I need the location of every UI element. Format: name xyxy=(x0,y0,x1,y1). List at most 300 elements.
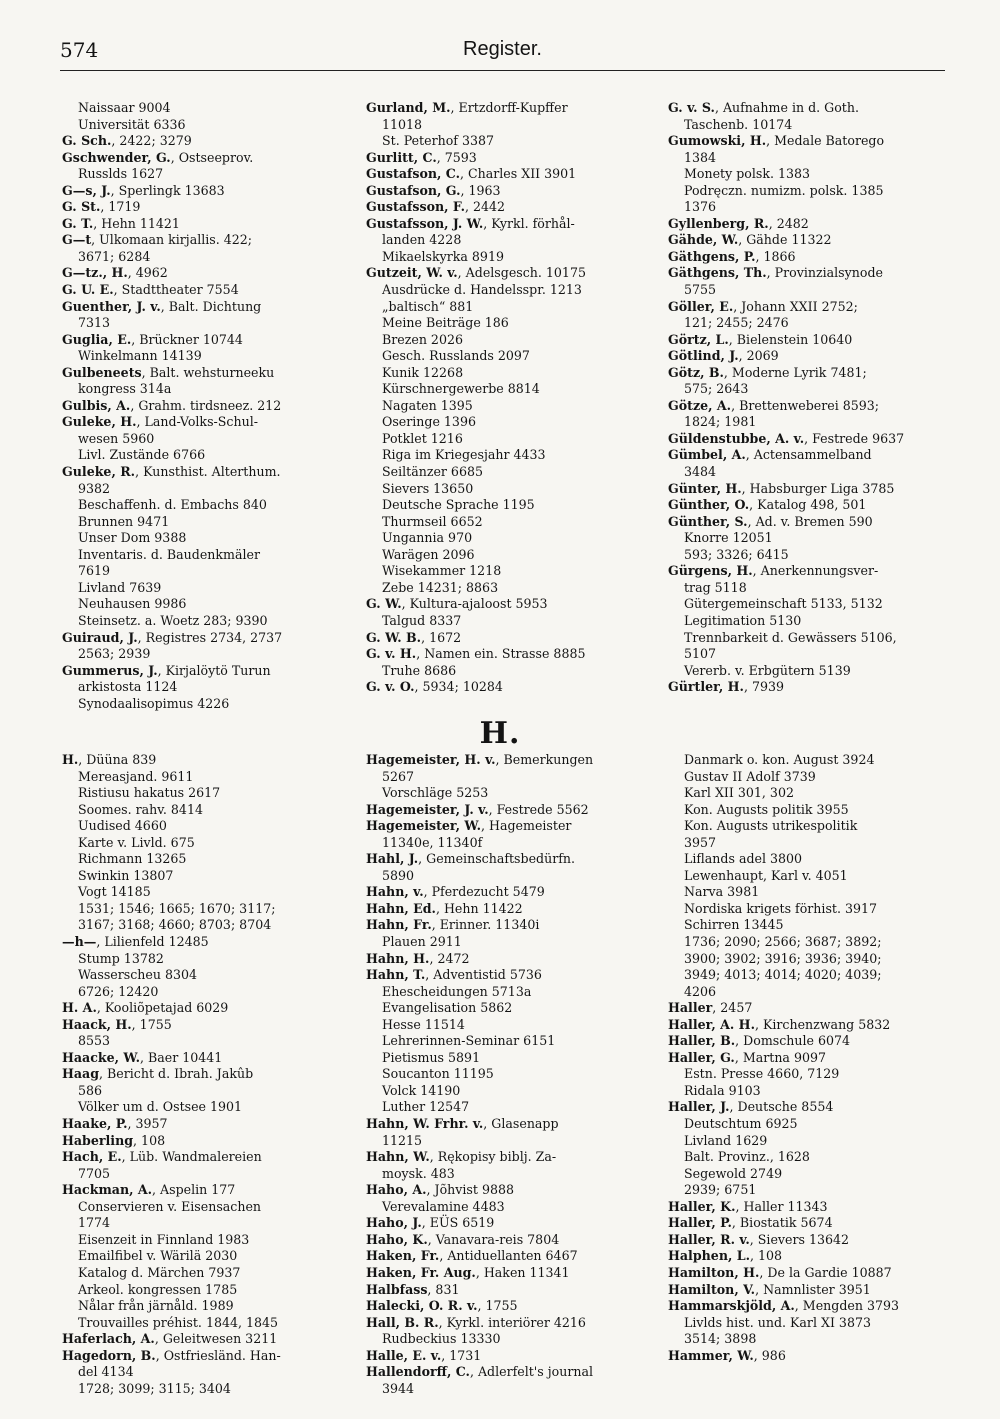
entry-text: 3167; 3168; 4660; 8703; 8704 xyxy=(78,917,272,933)
entry-text: Vogt 14185 xyxy=(78,884,151,900)
entry-text: Zebe 14231; 8863 xyxy=(382,579,499,595)
entry-text: Conservieren v. Eisensachen xyxy=(78,1198,262,1214)
index-entry xyxy=(366,1199,641,1216)
entry-heading: Hamilton, H. xyxy=(668,1264,760,1280)
entry-text: Universität 6336 xyxy=(78,116,186,132)
entry-text: , Deutsche 8554 xyxy=(729,1099,834,1115)
entry-heading: Hahn, Ed. xyxy=(366,900,436,916)
index-entry xyxy=(366,332,641,349)
entry-text: Gustav II Adolf 3739 xyxy=(684,768,816,784)
index-entry xyxy=(366,663,641,680)
index-entry xyxy=(62,580,337,597)
entry-text: Liflands adel 3800 xyxy=(684,851,803,867)
index-entry xyxy=(366,679,641,696)
entry-heading: Haller, K. xyxy=(668,1198,736,1214)
entry-heading: Hagemeister, H. v. xyxy=(366,752,496,767)
entry-text: , Kirchenzwang 5832 xyxy=(754,1016,891,1032)
entry-text: 11215 xyxy=(382,1132,423,1148)
index-entry xyxy=(62,851,337,868)
entry-text: , 2472 xyxy=(429,950,470,966)
index-entry xyxy=(62,596,337,613)
index-entry xyxy=(366,630,641,647)
entry-text: 121; 2455; 2476 xyxy=(684,315,789,331)
entry-heading: Haake, P. xyxy=(62,1116,128,1132)
entry-text: Karte v. Livld. 675 xyxy=(78,834,195,850)
index-entry xyxy=(668,1017,943,1034)
index-entry xyxy=(366,1050,641,1067)
entry-text: Narva 3981 xyxy=(684,884,760,900)
index-entry xyxy=(668,381,943,398)
index-entry xyxy=(366,563,641,580)
index-entry xyxy=(62,1199,337,1216)
entry-text: , Baer 10441 xyxy=(139,1049,223,1065)
entry-text: Wasserscheu 8304 xyxy=(78,967,198,983)
entry-text: Oseringe 1396 xyxy=(382,414,476,430)
index-entry xyxy=(668,1099,943,1116)
section-letter-heading: H. xyxy=(479,716,521,751)
index-entry xyxy=(62,183,337,200)
entry-heading: G. v. O. xyxy=(366,679,415,695)
entry-text: Riga im Kriegesjahr 4433 xyxy=(382,447,546,463)
index-entry xyxy=(62,282,337,299)
index-entry xyxy=(366,1331,641,1348)
entry-text: 5890 xyxy=(382,867,415,883)
entry-text: 2563; 2939 xyxy=(78,646,151,662)
entry-text: Thurmseil 6652 xyxy=(382,513,483,529)
entry-text: Nordiska krigets förhist. 3917 xyxy=(684,900,878,916)
index-entry xyxy=(668,884,943,901)
entry-heading: Gurlitt, C. xyxy=(366,149,437,165)
entry-text: 586 xyxy=(78,1082,103,1098)
index-entry xyxy=(62,1033,337,1050)
index-entry xyxy=(366,381,641,398)
entry-heading: Haller, A. H. xyxy=(668,1016,755,1032)
entry-text: Mikaelskyrka 8919 xyxy=(382,248,504,264)
index-entry xyxy=(366,967,641,984)
entry-text: , Haller 11343 xyxy=(735,1198,828,1214)
entry-text: Legitimation 5130 xyxy=(684,612,802,628)
index-entry xyxy=(366,785,641,802)
entry-text: , Sperlingk 13683 xyxy=(110,182,225,198)
index-entry xyxy=(366,150,641,167)
entry-heading: G. Sch. xyxy=(62,133,112,149)
index-entry xyxy=(366,613,641,630)
index-entry xyxy=(62,1265,337,1282)
entry-heading: Guiraud, J. xyxy=(62,629,138,645)
index-entry xyxy=(62,613,337,630)
entry-heading: G. W. B. xyxy=(366,629,422,645)
entry-text: , Registres 2734, 2737 xyxy=(137,629,283,645)
entry-text: Richmann 13265 xyxy=(78,851,187,867)
entry-heading: Gümbel, A. xyxy=(668,447,746,463)
entry-text: , Gähde 11322 xyxy=(738,232,832,248)
top-column-1 xyxy=(62,100,337,712)
entry-heading: Gürtler, H. xyxy=(668,679,744,695)
index-entry xyxy=(62,199,337,216)
entry-text: , Glasenapp xyxy=(483,1116,559,1132)
index-entry xyxy=(668,1331,943,1348)
index-entry xyxy=(62,868,337,885)
index-entry xyxy=(366,580,641,597)
entry-text: , Hehn 11421 xyxy=(93,215,180,231)
entry-heading: G—s, J. xyxy=(62,182,111,198)
index-entry xyxy=(668,785,943,802)
index-entry xyxy=(668,1116,943,1133)
entry-heading: Hagemeister, J. v. xyxy=(366,801,489,817)
index-entry xyxy=(366,166,641,183)
entry-text: Winkelmann 14139 xyxy=(78,348,202,364)
entry-text: Neuhausen 9986 xyxy=(78,596,187,612)
index-entry xyxy=(62,752,337,769)
entry-text: Livlds hist. und. Karl XI 3873 xyxy=(684,1314,871,1330)
entry-heading: Gäthgens, P. xyxy=(668,248,756,264)
index-entry xyxy=(62,1331,337,1348)
entry-text: , Brettenweberei 8593; xyxy=(731,397,880,413)
index-entry xyxy=(366,315,641,332)
index-entry xyxy=(62,265,337,282)
index-entry xyxy=(668,646,943,663)
entry-text: 4206 xyxy=(684,983,717,999)
entry-text: , Domschule 6074 xyxy=(735,1033,851,1049)
index-entry xyxy=(366,835,641,852)
index-entry xyxy=(62,1215,337,1232)
index-entry xyxy=(668,818,943,835)
entry-text: 593; 3326; 6415 xyxy=(684,546,789,562)
index-entry xyxy=(366,232,641,249)
index-entry xyxy=(366,100,641,117)
entry-text: Truhe 8686 xyxy=(382,662,457,678)
entry-heading: Gäthgens, Th. xyxy=(668,265,767,281)
index-entry xyxy=(668,299,943,316)
entry-text: 5267 xyxy=(382,768,415,784)
entry-text: , Festrede 5562 xyxy=(488,801,589,817)
entry-text: 1531; 1546; 1665; 1670; 3117; xyxy=(78,900,276,916)
entry-heading: Haken, Fr. Aug. xyxy=(366,1264,476,1280)
entry-heading: Halbfass xyxy=(366,1281,428,1297)
entry-text: , Pferdezucht 5479 xyxy=(423,884,545,900)
entry-heading: Haller, G. xyxy=(668,1049,735,1065)
index-entry xyxy=(62,464,337,481)
index-entry xyxy=(668,613,943,630)
index-entry xyxy=(366,530,641,547)
index-entry xyxy=(62,696,337,713)
entry-text: 3949; 4013; 4014; 4020; 4039; xyxy=(684,967,882,983)
index-entry xyxy=(668,150,943,167)
entry-heading: Hahn, W. Frhr. v. xyxy=(366,1116,484,1132)
entry-text: , 1719 xyxy=(100,199,141,215)
index-entry xyxy=(62,934,337,951)
index-entry xyxy=(668,1232,943,1249)
index-entry xyxy=(62,232,337,249)
entry-heading: Halphen, L. xyxy=(668,1248,750,1264)
index-entry xyxy=(366,365,641,382)
index-entry xyxy=(62,514,337,531)
index-entry xyxy=(366,249,641,266)
entry-text: 1384 xyxy=(684,149,717,165)
index-entry xyxy=(62,1166,337,1183)
index-entry xyxy=(366,868,641,885)
bottom-column-1 xyxy=(62,752,337,1397)
index-entry xyxy=(668,1199,943,1216)
index-entry xyxy=(668,414,943,431)
entry-heading: Hagemeister, W. xyxy=(366,818,481,834)
entry-text: Brezen 2026 xyxy=(382,331,463,347)
entry-text: , 1866 xyxy=(755,248,796,264)
index-entry xyxy=(366,481,641,498)
index-entry xyxy=(668,481,943,498)
entry-text: Seiltänzer 6685 xyxy=(382,464,483,480)
entry-text: , Actensammelband xyxy=(745,447,872,463)
index-entry xyxy=(668,249,943,266)
index-entry xyxy=(366,514,641,531)
entry-text: , 2482 xyxy=(768,215,809,231)
entry-text: , Sievers 13642 xyxy=(749,1231,850,1247)
index-entry xyxy=(62,216,337,233)
index-entry xyxy=(62,1364,337,1381)
index-entry xyxy=(668,1000,943,1017)
entry-text: , Provinzialsynode xyxy=(766,265,883,281)
entry-text: , Kunsthist. Alterthum. xyxy=(135,464,281,480)
entry-text: 9382 xyxy=(78,480,111,496)
index-entry xyxy=(668,497,943,514)
index-entry xyxy=(62,1133,337,1150)
entry-heading: Gustafsson, F. xyxy=(366,199,465,215)
entry-text: Rudbeckius 13330 xyxy=(382,1331,501,1347)
entry-text: , Kirjalöytö Turun xyxy=(157,662,271,678)
index-entry xyxy=(62,547,337,564)
entry-text: 5107 xyxy=(684,646,717,662)
index-entry xyxy=(62,1116,337,1133)
page-title: Register. xyxy=(463,38,542,60)
entry-text: Ungannia 970 xyxy=(382,530,473,546)
entry-text: , Ulkomaan kirjallis. 422; xyxy=(91,232,253,248)
entry-text: , Rękopisy biblj. Za- xyxy=(429,1149,557,1165)
index-entry xyxy=(366,951,641,968)
index-entry xyxy=(366,769,641,786)
entry-text: , Aufnahme in d. Goth. xyxy=(714,100,859,115)
entry-text: 8553 xyxy=(78,1033,111,1049)
entry-text: Synodaalisopimus 4226 xyxy=(78,695,230,711)
entry-text: Schirren 13445 xyxy=(684,917,784,933)
index-entry xyxy=(62,663,337,680)
index-entry xyxy=(366,199,641,216)
index-entry xyxy=(366,1348,641,1365)
entry-text: , Kooliõpetajad 6029 xyxy=(96,1000,229,1016)
entry-text: 3484 xyxy=(684,464,717,480)
entry-text: Livl. Zustände 6766 xyxy=(78,447,206,463)
entry-text: , Jõhvist 9888 xyxy=(426,1182,515,1198)
entry-text: Nålar från järnåld. 1989 xyxy=(78,1298,234,1314)
index-entry xyxy=(366,984,641,1001)
index-entry xyxy=(668,835,943,852)
index-entry xyxy=(668,851,943,868)
entry-text: , Kultura-ajaloost 5953 xyxy=(401,596,548,612)
index-entry xyxy=(366,596,641,613)
entry-heading: Hahn, H. xyxy=(366,950,430,966)
entry-text: landen 4228 xyxy=(382,232,462,248)
entry-text: kongress 314a xyxy=(78,381,172,397)
entry-heading: Guglia, E. xyxy=(62,331,132,347)
entry-text: Talgud 8337 xyxy=(382,612,462,628)
entry-text: Trennbarkeit d. Gewässers 5106, xyxy=(684,629,897,645)
entry-heading: Haho, K. xyxy=(366,1231,428,1247)
index-entry xyxy=(366,299,641,316)
entry-heading: G. T. xyxy=(62,215,94,231)
entry-text: Ridala 9103 xyxy=(684,1082,761,1098)
index-entry xyxy=(668,265,943,282)
entry-heading: Güldenstubbe, A. v. xyxy=(668,430,805,446)
top-column-3 xyxy=(668,100,943,696)
entry-text: St. Peterhof 3387 xyxy=(382,133,494,149)
entry-text: Lewenhaupt, Karl v. 4051 xyxy=(684,867,848,883)
entry-text: Kunik 12268 xyxy=(382,364,464,380)
entry-text: , 5934; 10284 xyxy=(414,679,503,695)
index-entry xyxy=(62,1099,337,1116)
index-entry xyxy=(366,1066,641,1083)
entry-text: , Charles XII 3901 xyxy=(460,166,577,182)
index-entry xyxy=(668,530,943,547)
index-entry xyxy=(668,769,943,786)
index-entry xyxy=(62,299,337,316)
index-entry xyxy=(62,117,337,134)
entry-text: 3900; 3902; 3916; 3936; 3940; xyxy=(684,950,882,966)
index-entry xyxy=(668,1298,943,1315)
entry-text: Gesch. Russlands 2097 xyxy=(382,348,530,364)
index-entry xyxy=(668,1083,943,1100)
entry-text: Warägen 2096 xyxy=(382,546,475,562)
index-entry xyxy=(366,282,641,299)
index-entry xyxy=(668,332,943,349)
entry-heading: Gummerus, J. xyxy=(62,662,158,678)
entry-heading: Günther, S. xyxy=(668,513,748,529)
entry-text: , Ad. v. Bremen 590 xyxy=(747,513,873,529)
entry-text: , EÜS 6519 xyxy=(421,1215,495,1231)
entry-text: 2939; 6751 xyxy=(684,1182,757,1198)
entry-text: 7705 xyxy=(78,1165,111,1181)
index-entry xyxy=(366,646,641,663)
entry-heading: G—t xyxy=(62,232,92,248)
index-entry xyxy=(668,868,943,885)
index-entry xyxy=(366,1265,641,1282)
entry-text: , Festrede 9637 xyxy=(804,430,905,446)
index-entry xyxy=(668,951,943,968)
entry-text: Livland 1629 xyxy=(684,1132,768,1148)
bottom-column-3 xyxy=(668,752,943,1364)
entry-text: , 1731 xyxy=(441,1347,482,1363)
index-entry xyxy=(62,1182,337,1199)
entry-text: , Biostatik 5674 xyxy=(731,1215,833,1231)
entry-text: 11018 xyxy=(382,116,423,132)
index-entry xyxy=(366,1099,641,1116)
entry-text: wesen 5960 xyxy=(78,430,155,446)
index-entry xyxy=(668,133,943,150)
index-entry xyxy=(366,818,641,835)
entry-text: 3671; 6284 xyxy=(78,248,151,264)
entry-text: Naissaar 9004 xyxy=(78,100,171,115)
entry-text: , Johann XXII 2752; xyxy=(733,298,858,314)
entry-text: , Balt. Dichtung xyxy=(160,298,262,314)
entry-heading: G. v. H. xyxy=(366,646,417,662)
entry-text: Kon. Augusts utrikespolitik xyxy=(684,818,858,834)
entry-text: Danmark o. kon. August 3924 xyxy=(684,752,875,767)
entry-text: , Bemerkungen xyxy=(495,752,594,767)
entry-heading: Götze, A. xyxy=(668,397,732,413)
index-entry xyxy=(366,431,641,448)
entry-text: , Hehn 11422 xyxy=(435,900,523,916)
entry-heading: Guleke, H. xyxy=(62,414,137,430)
entry-heading: Haag xyxy=(62,1066,100,1082)
entry-heading: Halle, E. v. xyxy=(366,1347,442,1363)
entry-heading: Hahn, Fr. xyxy=(366,917,432,933)
entry-text: , Namnlister 3951 xyxy=(755,1281,871,1297)
entry-text: 575; 2643 xyxy=(684,381,749,397)
index-entry xyxy=(366,1381,641,1398)
entry-heading: Haho, J. xyxy=(366,1215,422,1231)
entry-text: Estn. Presse 4660, 7129 xyxy=(684,1066,840,1082)
index-entry xyxy=(62,1050,337,1067)
index-entry xyxy=(366,934,641,951)
index-entry xyxy=(668,100,943,117)
entry-text: Eisenzeit in Finnland 1983 xyxy=(78,1231,250,1247)
entry-heading: Haller, J. xyxy=(668,1099,730,1115)
index-entry xyxy=(668,679,943,696)
entry-text: , Ertzdorff-Kupffer xyxy=(450,100,568,115)
entry-heading: Halecki, O. R. v. xyxy=(366,1298,478,1314)
index-entry xyxy=(366,348,641,365)
entry-text: „baltisch“ 881 xyxy=(382,298,474,314)
entry-text: , Stadttheater 7554 xyxy=(113,282,239,298)
entry-text: 1736; 2090; 2566; 3687; 3892; xyxy=(684,934,882,950)
entry-heading: G. St. xyxy=(62,199,101,215)
index-entry xyxy=(366,117,641,134)
entry-text: , Gemeinschaftsbedürfn. xyxy=(418,851,575,867)
entry-text: , Lüb. Wandmalereien xyxy=(121,1149,262,1165)
entry-text: Vererb. v. Erbgütern 5139 xyxy=(684,662,851,678)
entry-heading: Haller, B. xyxy=(668,1033,736,1049)
index-entry xyxy=(366,497,641,514)
entry-heading: Götz, B. xyxy=(668,364,724,380)
index-entry xyxy=(62,1282,337,1299)
entry-heading: Haho, A. xyxy=(366,1182,427,1198)
entry-heading: G. W. xyxy=(366,596,402,612)
entry-text: , Bericht d. Ibrah. Jakûb xyxy=(99,1066,254,1082)
index-entry xyxy=(62,365,337,382)
entry-text: , De la Gardie 10887 xyxy=(759,1264,892,1280)
index-entry xyxy=(62,1381,337,1398)
entry-text: Swinkin 13807 xyxy=(78,867,174,883)
index-entry xyxy=(668,917,943,934)
index-entry xyxy=(62,1149,337,1166)
entry-text: , 2069 xyxy=(738,348,779,364)
index-entry xyxy=(62,133,337,150)
entry-heading: Guleke, R. xyxy=(62,464,136,480)
index-entry xyxy=(668,183,943,200)
entry-heading: H. xyxy=(62,752,79,767)
entry-heading: Hamilton, V. xyxy=(668,1281,756,1297)
entry-text: , Medale Batorego xyxy=(766,133,885,149)
entry-text: Livland 7639 xyxy=(78,579,162,595)
entry-text: Meine Beiträge 186 xyxy=(382,315,509,331)
index-entry xyxy=(62,348,337,365)
index-entry xyxy=(62,818,337,835)
entry-text: Soomes. rahv. 8414 xyxy=(78,801,203,817)
entry-text: 7619 xyxy=(78,563,111,579)
index-entry xyxy=(668,563,943,580)
entry-heading: G. U. E. xyxy=(62,282,114,298)
index-entry xyxy=(668,934,943,951)
entry-text: , Habsburger Liga 3785 xyxy=(741,480,895,496)
entry-text: arkistosta 1124 xyxy=(78,679,178,695)
